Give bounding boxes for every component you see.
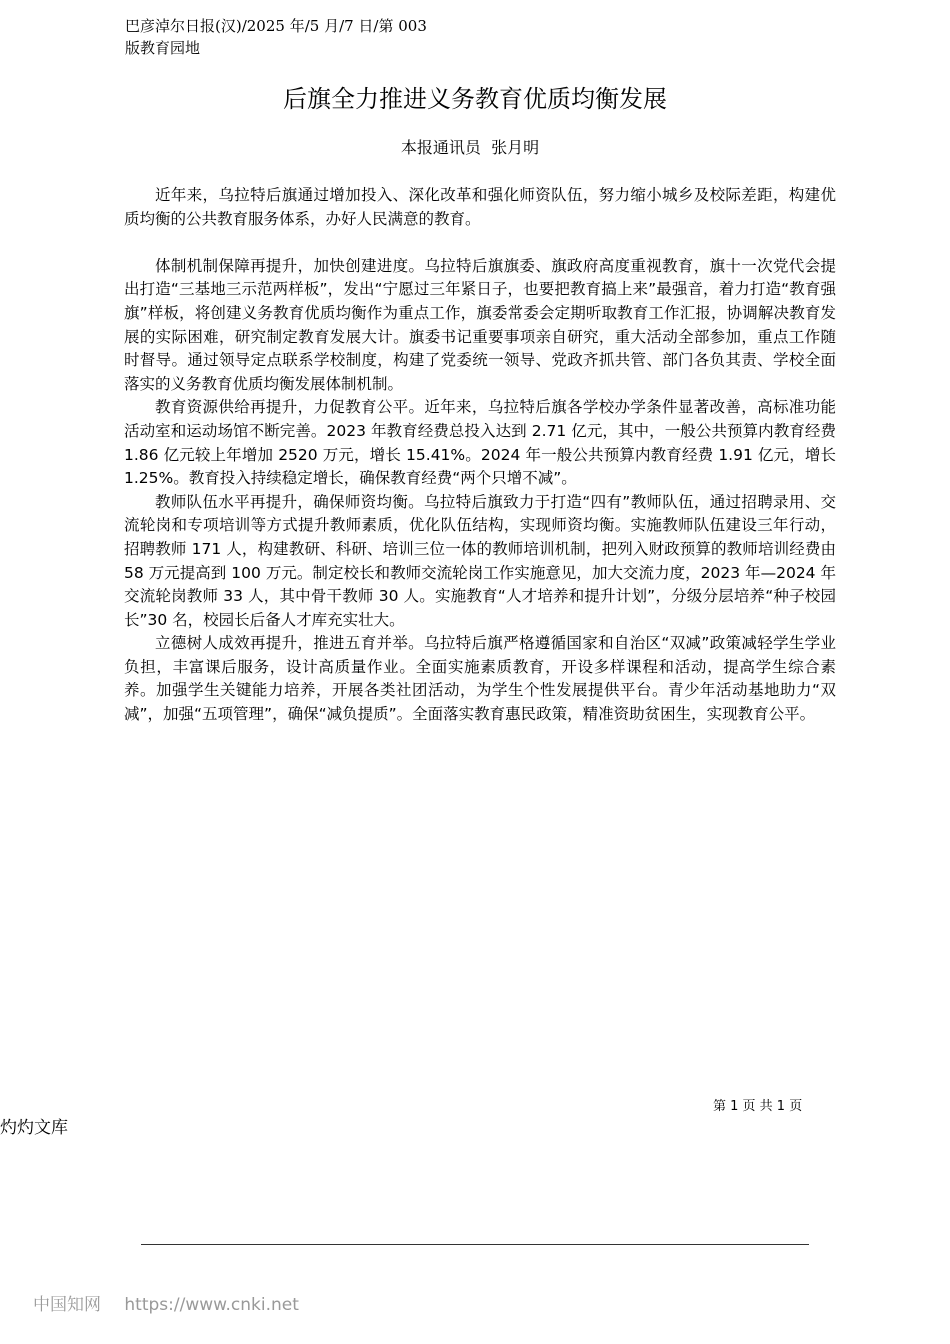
source-line-2: 版教育园地: [125, 39, 201, 57]
library-watermark: 灼灼文库: [0, 1118, 68, 1138]
article-paragraph: 教育资源供给再提升，力促教育公平。近年来，乌拉特后旗各学校办学条件显著改善，高标准功能活动室和运动场馆不断完善。2023 年教育经费总投入达到 2.71 亿元，其中，一般公共预算内教育经费 1.86 亿元较上年增加 2520 万元，增长 15.41%。2024 年一般公共预算内教育经费 1.91 亿元，增长 1.25%。教育投入持续稳定增长，确保教育经费“两个只增不减”。: [124, 398, 836, 488]
article-body: [124, 184, 836, 727]
footer-divider: [141, 1244, 809, 1245]
article-paragraph: 教师队伍水平再提升，确保师资均衡。乌拉特后旗致力于打造“四有”教师队伍，通过招聘录用、交流轮岗和专项培训等方式提升教师素质，优化队伍结构，实现师资均衡。实施教师队伍建设三年行动，招聘教师 171 人，构建教研、科研、培训三位一体的教师培训机制，把列入财政预算的教师培训经费由 58 万元提高到 100 万元。制定校长和教师交流轮岗工作实施意见，加大交流力度，2023 年—2024 年交流轮岗教师 33 人，其中骨干教师 30 人。实施教育“人才培养和提升计划”，分级分层培养“种子校园长”30 名，校园长后备人才库充实壮大。: [124, 492, 836, 629]
article-paragraph: 体制机制保障再提升，加快创建进度。乌拉特后旗旗委、旗政府高度重视教育，旗十一次党代会提出打造“三基地三示范两样板”，发出“宁愿过三年紧日子，也要把教育搞上来”最强音，着力打造“教育强旗”样板，将创建义务教育优质均衡作为重点工作，旗委常委会定期听取教育工作汇报，协调解决教育发展的实际困难，研究制定教育发展大计。旗委书记重要事项亲自研究，重大活动全部参加，重点工作随时督导。通过领导定点联系学校制度，构建了党委统一领导、党政齐抓共管、部门各负其责、学校全面落实的义务教育优质均衡发展体制机制。: [124, 256, 836, 393]
article-byline: 本报通讯员 张月明: [400, 138, 540, 157]
article-paragraph-intro: 近年来，乌拉特后旗通过增加投入、深化改革和强化师资队伍，努力缩小城乡及校际差距，构建优质均衡的公共教育服务体系，办好人民满意的教育。: [124, 186, 836, 228]
source-line-1: 巴彦淖尔日报(汉)/2025 年/5 月/7 日/第 003: [125, 17, 427, 35]
article-title: 后旗全力推进义务教育优质均衡发展: [283, 85, 667, 113]
footer-brand: [33, 1294, 299, 1316]
article-paragraph: 立德树人成效再提升，推进五育并举。乌拉特后旗严格遵循国家和自治区“双减”政策减轻学生学业负担，丰富课后服务，设计高质量作业。全面实施素质教育，开设多样课程和活动，提高学生综合素养。加强学生关键能力培养，开展各类社团活动，为学生个性发展提供平台。青少年活动基地助力“双减”，加强“五项管理”，确保“减负提质”。全面落实教育惠民政策，精准资助贫困生，实现教育公平。: [124, 634, 836, 724]
page-number: 第 1 页 共 1 页: [713, 1099, 803, 1114]
cnki-logo-text: 中国知网: [33, 1295, 101, 1315]
cnki-url[interactable]: https://www.cnki.net: [124, 1295, 299, 1315]
